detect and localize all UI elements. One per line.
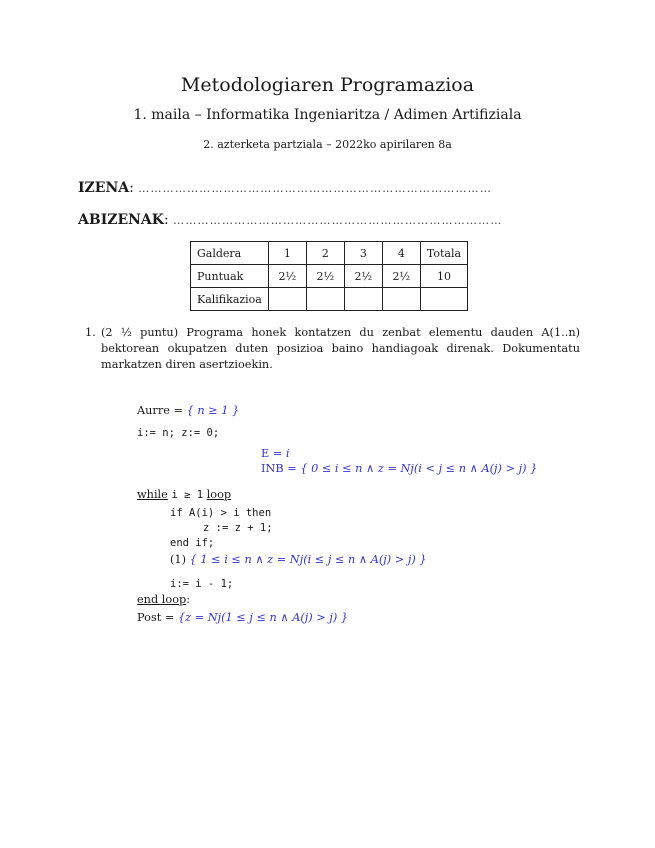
endif-line: end if;	[170, 537, 215, 549]
while-keyword: while	[137, 488, 168, 501]
grade-total-cell[interactable]	[420, 288, 467, 311]
e-label: E =	[261, 447, 283, 460]
endloop-keyword: end loop	[137, 593, 187, 606]
question-header: 2	[306, 242, 344, 265]
name-label: IZENA	[78, 180, 130, 196]
post-label: Post =	[137, 611, 175, 624]
while-condition: i ≥ 1	[171, 489, 204, 501]
question-1	[85, 325, 580, 373]
name-field[interactable]: IZENA: ……………………………………………………………………………	[78, 180, 493, 196]
row-label-grade: Kalifikazioa	[191, 288, 269, 311]
while-line	[137, 488, 231, 501]
points-cell: 2½	[306, 265, 344, 288]
loop-keyword: loop	[206, 488, 232, 501]
table-row	[191, 265, 468, 288]
precondition	[137, 404, 239, 417]
row-label-points: Puntuak	[191, 265, 269, 288]
exam-date: 2. azterketa partziala – 2022ko apirilaren 8a	[203, 138, 452, 151]
total-points-cell: 10	[420, 265, 467, 288]
post-assertion: {z = Nj(1 ≤ j ≤ n ∧ A(j) > j) }	[177, 611, 349, 624]
table-row	[191, 242, 468, 265]
invariant-line	[261, 462, 537, 475]
surname-field[interactable]: ABIZENAK: ………………………………………………………………………	[78, 212, 503, 228]
variant-line	[261, 447, 290, 460]
assert-label: (1)	[170, 553, 187, 566]
surname-label: ABIZENAK	[78, 212, 164, 228]
pre-label: Aurre =	[137, 404, 183, 417]
assign-line: z := z + 1;	[203, 522, 273, 534]
question-header: 3	[344, 242, 382, 265]
inb-label: INB =	[261, 462, 297, 475]
page-title: Metodologiaren Programazioa	[180, 74, 475, 96]
surname-dots: ………………………………………………………………………	[173, 214, 503, 227]
inb-assertion: { 0 ≤ i ≤ n ∧ z = Nj(i < j ≤ n ∧ A(j) > j) }	[300, 462, 538, 475]
assertion-1-line	[170, 553, 427, 566]
question-header: 4	[382, 242, 420, 265]
pre-assertion: { n ≥ 1 }	[186, 404, 240, 417]
grade-cell[interactable]	[306, 288, 344, 311]
grade-cell[interactable]	[268, 288, 306, 311]
if-line: if A(i) > i then	[170, 507, 272, 519]
question-points: (2 ½ puntu)	[101, 326, 179, 339]
points-cell: 2½	[382, 265, 420, 288]
row-label-question: Galdera	[191, 242, 269, 265]
postcondition	[137, 611, 348, 624]
question-text: Programa honek kontatzen du zenbat elementu dauden A(1..n) bektorean okupatzen duten posizioa baino handiagoak direnak. Dokumentatu markatzen diren asertzioekin.	[101, 326, 581, 371]
points-cell: 2½	[268, 265, 306, 288]
question-number: 1.	[85, 326, 96, 339]
assertion-1: { 1 ≤ i ≤ n ∧ z = Nj(i ≤ j ≤ n ∧ A(j) > j) }	[189, 553, 427, 566]
grade-cell[interactable]	[382, 288, 420, 311]
question-header: 1	[268, 242, 306, 265]
total-header: Totala	[420, 242, 467, 265]
grade-cell[interactable]	[344, 288, 382, 311]
score-table	[190, 241, 468, 311]
decrement-line: i:= i - 1;	[170, 578, 234, 590]
endloop-colon: :	[186, 593, 191, 606]
course-subtitle: 1. maila – Informatika Ingeniaritza / Adimen Artifiziala	[133, 107, 522, 123]
name-dots: ……………………………………………………………………………	[138, 182, 493, 195]
points-cell: 2½	[344, 265, 382, 288]
init-line: i:= n; z:= 0;	[137, 427, 220, 439]
e-value: i	[285, 447, 290, 460]
table-row	[191, 288, 468, 311]
endloop-line	[137, 593, 190, 606]
